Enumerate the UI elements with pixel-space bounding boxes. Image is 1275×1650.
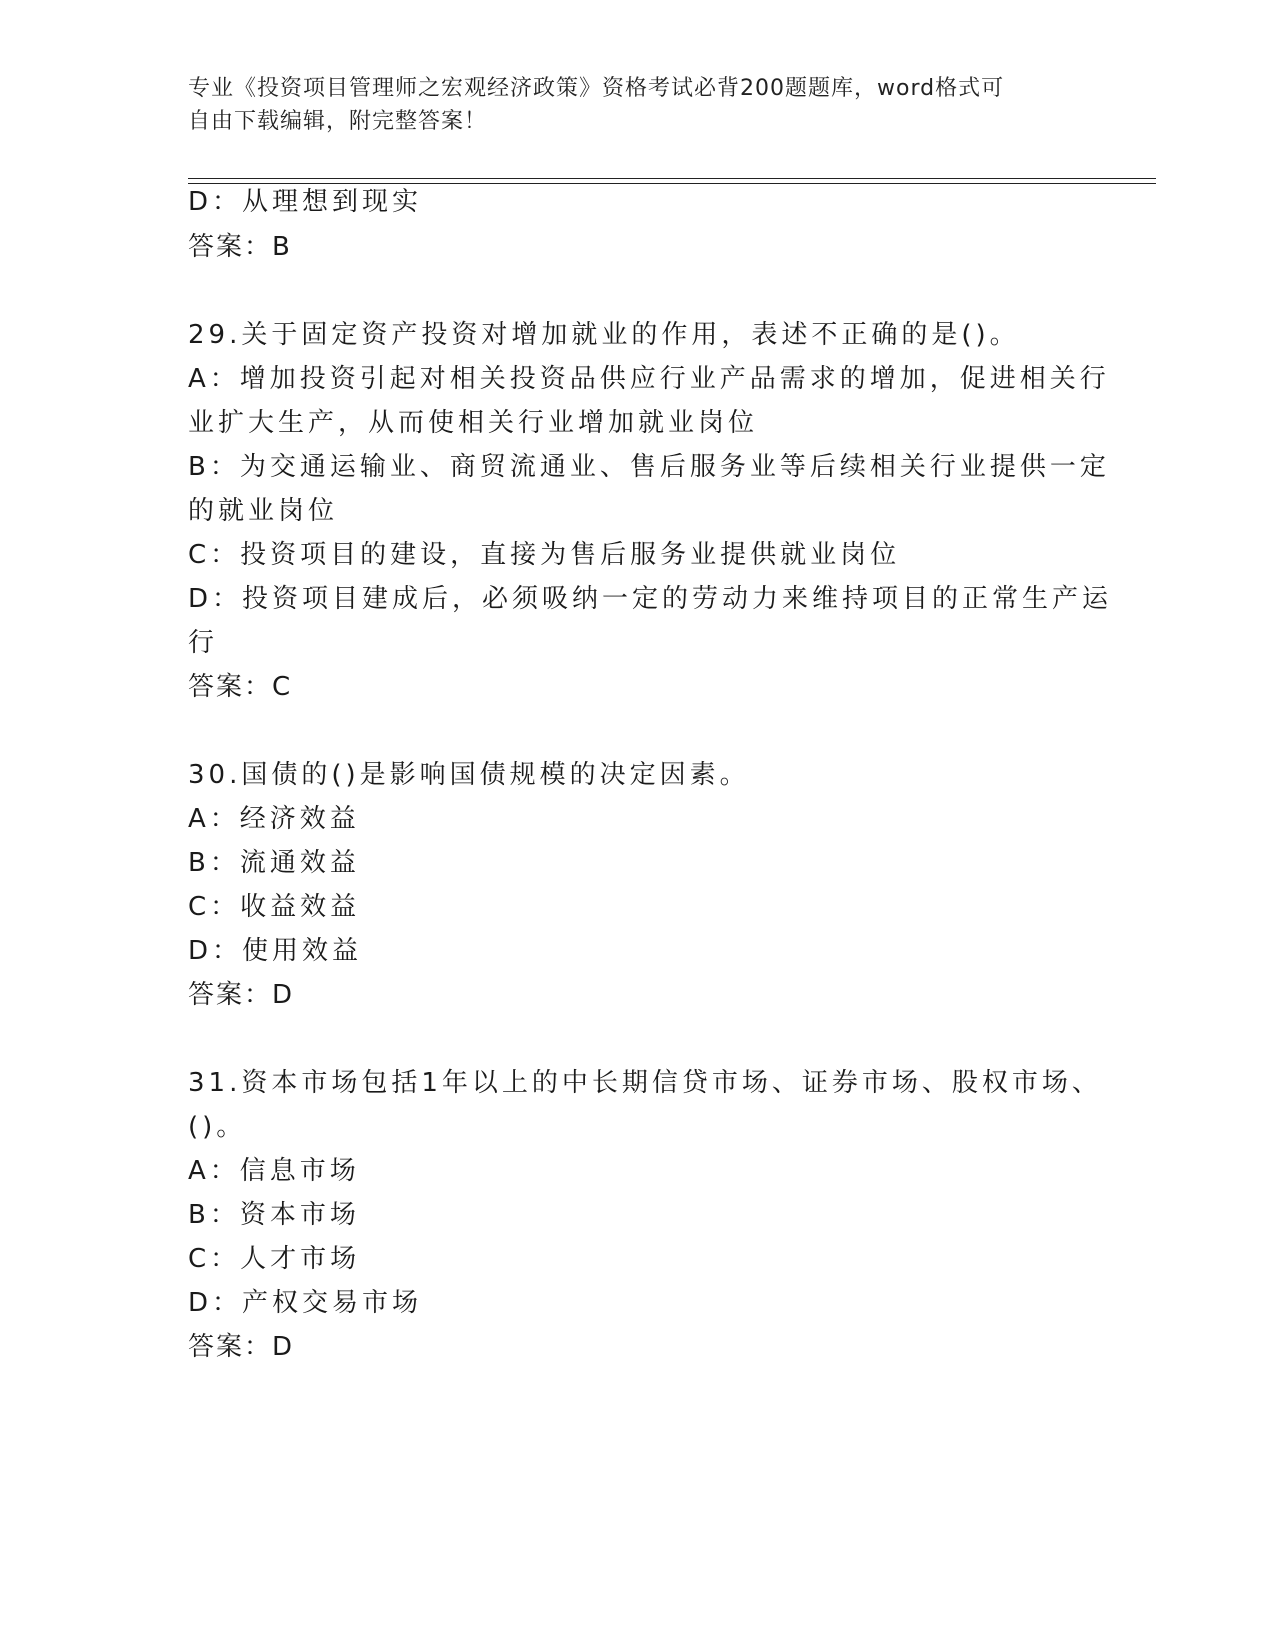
option-d-q29-line-1: D：投资项目建成后，必须吸纳一定的劳动力来维持项目的正常生产运 xyxy=(188,584,1113,614)
option-c-q31: C：人才市场 xyxy=(188,1244,361,1274)
header-title-line-1: 专业《投资项目管理师之宏观经济政策》资格考试必背200题题库，word格式可 xyxy=(188,76,1005,101)
answer-q31: 答案：D xyxy=(188,1332,295,1362)
answer-q30: 答案：D xyxy=(188,980,295,1010)
question-30: 30.国债的()是影响国债规模的决定因素。 xyxy=(188,760,750,790)
question-31-line-2: ()。 xyxy=(188,1112,247,1142)
option-a-q31: A：信息市场 xyxy=(188,1156,360,1186)
option-d-q31: D：产权交易市场 xyxy=(188,1288,423,1318)
header-divider-top xyxy=(188,178,1156,179)
header-title-line-2: 自由下载编辑，附完整答案！ xyxy=(188,109,488,134)
question-31-line-1: 31.资本市场包括1年以上的中长期信贷市场、证券市场、股权市场、 xyxy=(188,1068,1102,1098)
option-b-q30: B：流通效益 xyxy=(188,848,360,878)
option-a-q29-line-2: 业扩大生产，从而使相关行业增加就业岗位 xyxy=(188,408,759,438)
header-divider-bottom xyxy=(188,183,1156,184)
option-d-q30: D：使用效益 xyxy=(188,936,363,966)
option-b-q29-line-1: B：为交通运输业、商贸流通业、售后服务业等后续相关行业提供一定 xyxy=(188,452,1110,482)
option-b-q31: B：资本市场 xyxy=(188,1200,360,1230)
question-29: 29.关于固定资产投资对增加就业的作用，表述不正确的是()。 xyxy=(188,320,1020,350)
option-a-q29-line-1: A：增加投资引起对相关投资品供应行业产品需求的增加，促进相关行 xyxy=(188,364,1110,394)
answer-q28: 答案：B xyxy=(188,232,292,262)
document-header xyxy=(188,72,1068,138)
option-c-q30: C：收益效益 xyxy=(188,892,361,922)
option-d-q29-line-2: 行 xyxy=(188,628,219,658)
answer-q29: 答案：C xyxy=(188,672,293,702)
option-a-q30: A：经济效益 xyxy=(188,804,360,834)
option-d-q28: D：从理想到现实 xyxy=(188,187,423,217)
option-c-q29: C：投资项目的建设，直接为售后服务业提供就业岗位 xyxy=(188,540,901,570)
option-b-q29-line-2: 的就业岗位 xyxy=(188,496,339,526)
